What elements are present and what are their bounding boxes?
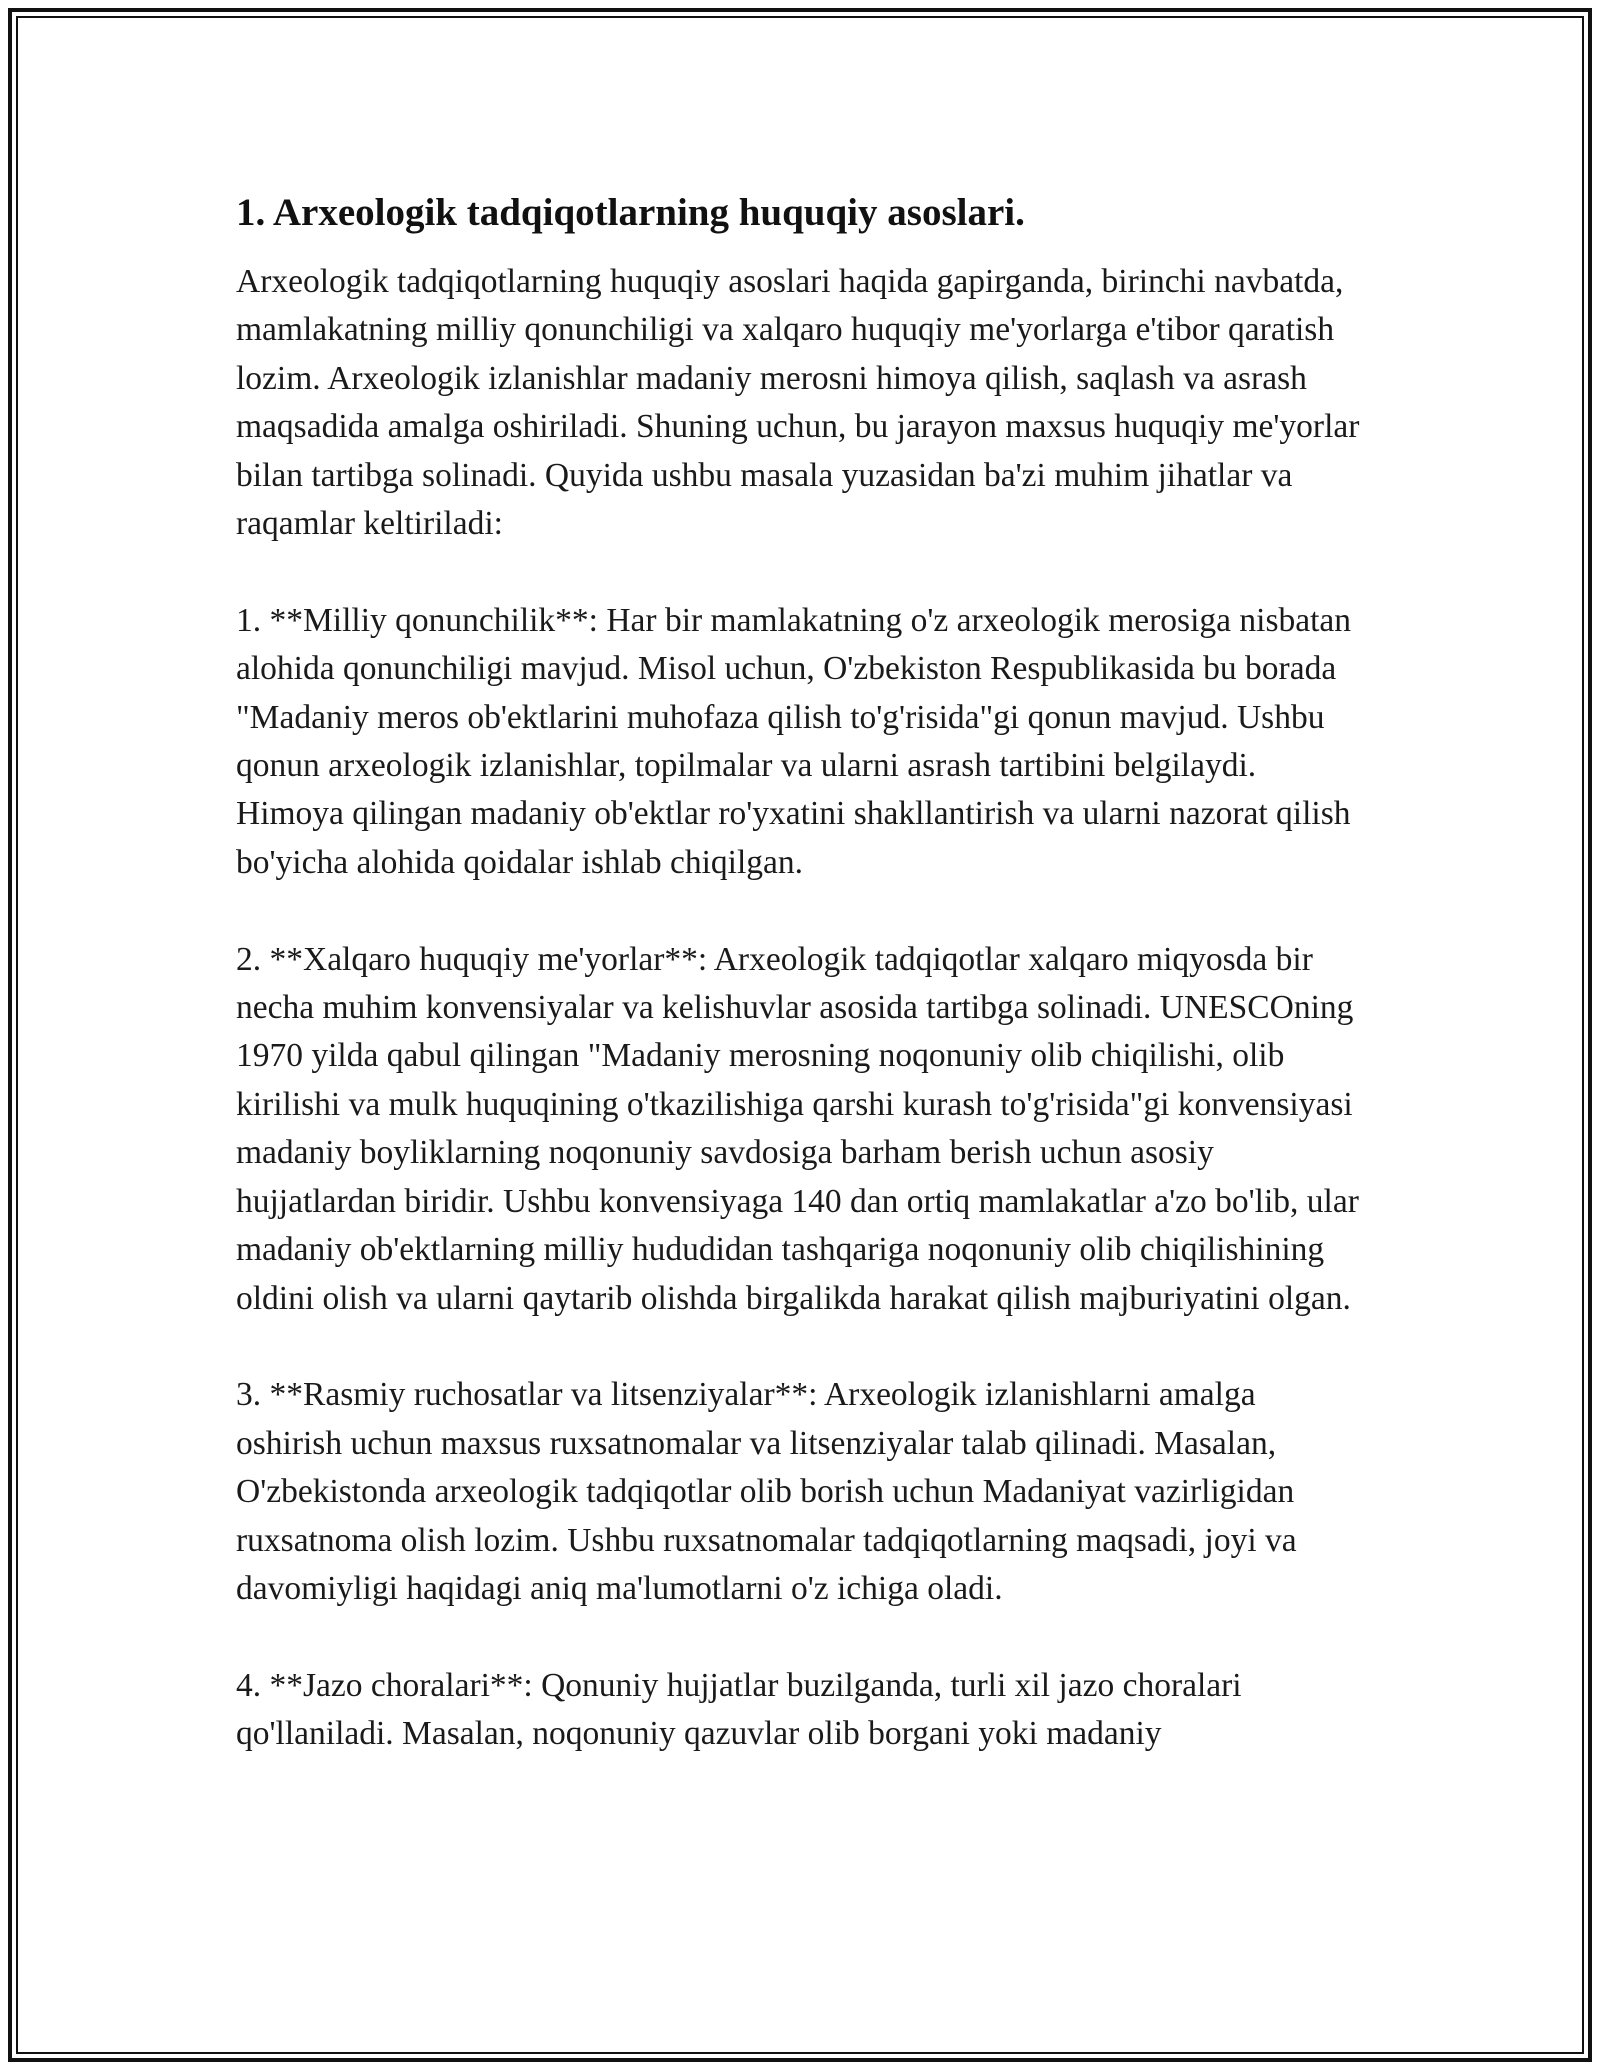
paragraph-permits-licenses: 3. **Rasmiy ruchosatlar va litsenziyalar**: Arxeologik izlanishlarni amalga oshirish uchun maxsus ruxsatnomalar va litsenziyalar talab qilinadi. Masalan, O'zbekistonda arxeologik tadqiqotlar olib borish uchun Madaniyat vazirligidan ruxsatnoma olish lozim. Ushbu ruxsatnomalar tadqiqotlarning maqsadi, joyi va davomiyligi haqidagi aniq ma'lumotlarni o'z ichiga oladi. xyxy=(236,1376,1297,1607)
paragraph-international-norms: 2. **Xalqaro huquqiy me'yorlar**: Arxeologik tadqiqotlar xalqaro miqyosda bir necha muhim konvensiyalar va kelishuvlar asosida tartibga solinadi. UNESCOning 1970 yilda qabul qilingan "Madaniy merosning noqonuniy olib chiqilishi, olib kirilishi va mulk huquqining o'tkazilishiga qarshi kurash to'g'risida"gi konvensiyasi madaniy boyliklarning noqonuniy savdosiga barham berish uchun asosiy hujjatlardan biridir. Ushbu konvensiyaga 140 dan ortiq mamlakatlar a'zo bo'lib, ular madaniy ob'ektlarning milliy hududidan tashqariga noqonuniy olib chiqilishining oldini olish va ularni qaytarib olishda birgalikda harakat qilish majburiyatini olgan. xyxy=(236,940,1359,1317)
section-heading: 1. Arxeologik tadqiqotlarning huquqiy asoslari. xyxy=(236,191,1025,234)
document-body xyxy=(236,190,1366,1807)
intro-paragraph: Arxeologik tadqiqotlarning huquqiy asoslari haqida gapirganda, birinchi navbatda, mamlakatning milliy qonunchiligi va xalqaro huquqiy me'yorlarga e'tibor qaratish lozim. Arxeologik izlanishlar madaniy merosni himoya qilish, saqlash va asrash maqsadida amalga oshiriladi. Shuning uchun, bu jarayon maxsus huquqiy me'yorlar bilan tartibga solinadi. Quyida ushbu masala yuzasidan ba'zi muhim jihatlar va raqamlar keltiriladi: xyxy=(236,263,1360,543)
paragraph-penalties: 4. **Jazo choralari**: Qonuniy hujjatlar buzilganda, turli xil jazo choralari qo'llaniladi. Masalan, noqonuniy qazuvlar olib borgani yoki madaniy xyxy=(236,1666,1242,1753)
paragraph-national-legislation: 1. **Milliy qonunchilik**: Har bir mamlakatning o'z arxeologik merosiga nisbatan alohida qonunchiligi mavjud. Misol uchun, O'zbekiston Respublikasida bu borada "Madaniy meros ob'ektlarini muhofaza qilish to'g'risida"gi qonun mavjud. Ushbu qonun arxeologik izlanishlar, topilmalar va ularni asrash tartibini belgilaydi. Himoya qilingan madaniy ob'ektlar ro'yxatini shakllantirish va ularni nazorat qilish bo'yicha alohida qoidalar ishlab chiqilgan. xyxy=(236,601,1352,881)
